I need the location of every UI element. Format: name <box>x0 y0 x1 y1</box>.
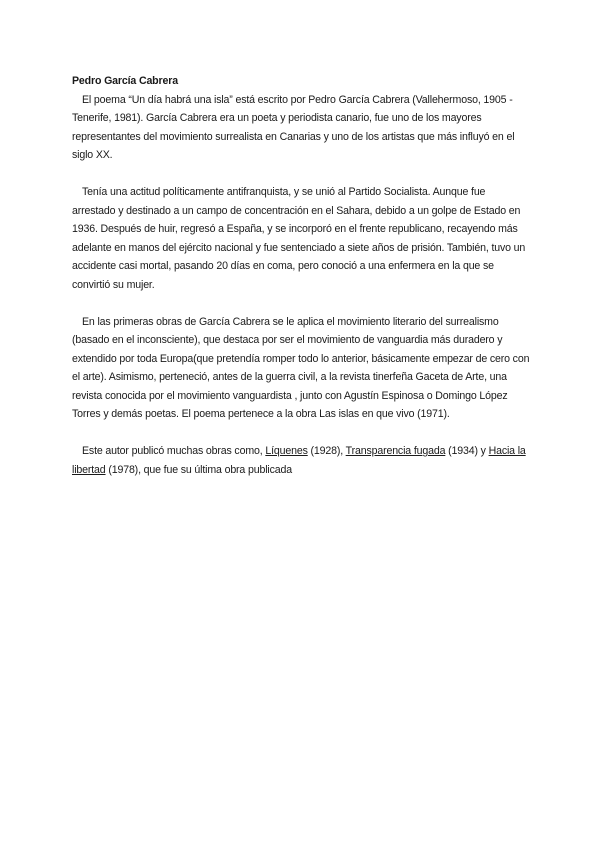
paragraph-surrealism: En las primeras obras de García Cabrera se le aplica el movimiento literario del surrealismo (basado en el inconsciente), que destaca por ser el movimiento de vanguardia más duradero y extendido por toda Europa(que pretendía romper todo lo anterior, básicamente empezar de cero con el arte). Asimismo, perteneció, antes de la guerra civil, a la revista tinerfeña Gaceta de Arte, una revista conocida por el movimiento vanguardista , junto con Agustín Espinosa o Domingo López Torres y demás poetas. El poema pertenece a la obra Las islas en que vivo (1971). <box>72 315 530 420</box>
work-year-1: (1928), <box>307 445 346 457</box>
works-intro-text: Este autor publicó muchas obras como, <box>82 445 266 457</box>
works-outro-text: que fue su última obra publicada <box>140 463 292 476</box>
paragraph-biography: Tenía una actitud políticamente antifranquista, y se unió al Partido Socialista. Aunque fue arrestado y destinado a un campo de concentración en el Sahara, debido a un golpe de Estado en 1936. Después de huir, regresó a España, y se incorporó en el frente republicano, recayendo más adelante en manos del ejército nacional y fue sentenciado a siete años de prisión. También, tuvo un accidente casi mortal, pasando 20 días en coma, pero conoció a una enfermera en la que se convirtió su mujer. <box>72 186 526 291</box>
work-title-transparencia-fugada: Transparencia fugada <box>345 445 446 457</box>
work-title-hacia-la-libertad: Hacia la libertad <box>72 445 526 476</box>
work-title-liquenes: Líquenes <box>265 445 308 457</box>
paragraph-intro: El poema “Un día habrá una isla” está escrito por Pedro García Cabrera (Vallehermoso, 1905 - Tenerife, 1981). García Cabrera era un poeta y periodista canario, fue uno de los mayores representantes del movimiento surrealista en Canarias y uno de los artistas que más influyó en el siglo XX. <box>72 93 515 161</box>
document-title: Pedro García Cabrera <box>72 75 178 87</box>
work-year-2: (1934) y <box>445 445 489 457</box>
work-year-3: (1978), <box>105 463 141 476</box>
document-page <box>72 72 530 498</box>
paragraph-works <box>72 442 530 479</box>
